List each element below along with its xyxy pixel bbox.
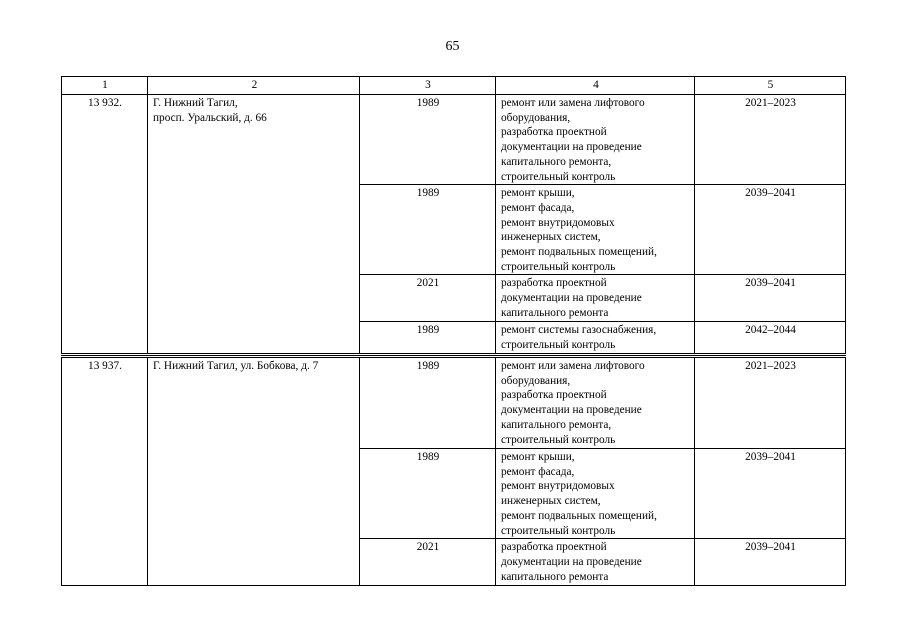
address-line: Г. Нижний Тагил, ул. Бобкова, д. 7 (153, 360, 319, 372)
work-line: оборудования, (501, 374, 571, 387)
work-line: ремонт крыши, (501, 187, 575, 200)
work-line: строительный контроль (501, 524, 616, 537)
work-line: документации на проведение (501, 141, 642, 154)
work-period: 2039–2041 (695, 449, 846, 539)
work-line: строительный контроль (501, 433, 616, 446)
work-line: строительный контроль (501, 260, 616, 273)
work-line: разработка проектной (501, 277, 607, 290)
record-table-13937 (61, 355, 846, 586)
build-year: 1989 (360, 449, 496, 539)
work-description (496, 322, 695, 354)
work-description (496, 539, 695, 586)
work-line: инженерных систем, (501, 495, 601, 508)
build-year: 1989 (360, 357, 496, 449)
build-year: 1989 (360, 95, 496, 185)
work-line: капитального ремонта, (501, 155, 612, 168)
work-line: ремонт внутридомовых (501, 216, 615, 229)
build-year: 1989 (360, 185, 496, 275)
work-line: ремонт фасада, (501, 201, 575, 214)
work-period: 2039–2041 (695, 275, 846, 322)
work-description (496, 449, 695, 539)
work-description (496, 357, 695, 449)
column-header-5: 5 (695, 77, 846, 95)
work-description (496, 275, 695, 322)
column-header-2: 2 (148, 77, 360, 95)
work-description (496, 95, 695, 185)
work-line: капитального ремонта (501, 306, 609, 319)
work-line: ремонт фасада, (501, 465, 575, 478)
build-year: 2021 (360, 275, 496, 322)
work-period: 2039–2041 (695, 185, 846, 275)
work-line: ремонт или замена лифтового (501, 97, 645, 109)
work-line: оборудования, (501, 111, 571, 124)
work-line: документации на проведение (501, 404, 642, 417)
work-line: ремонт или замена лифтового (501, 360, 645, 372)
work-period: 2042–2044 (695, 322, 846, 354)
table-row (62, 357, 846, 449)
record-number: 13 932. (62, 95, 148, 354)
work-line: капитального ремонта (501, 570, 609, 583)
work-line: ремонт крыши, (501, 451, 575, 463)
work-line: разработка проектной (501, 541, 607, 554)
column-header-1: 1 (62, 77, 148, 95)
work-line: ремонт подвальных помещений, (501, 509, 657, 522)
table-row (62, 95, 846, 185)
address-line: Г. Нижний Тагил, (153, 97, 238, 109)
work-line: разработка проектной (501, 389, 607, 402)
table-header (61, 76, 846, 95)
column-header-4: 4 (496, 77, 695, 95)
address-line: просп. Уральский, д. 66 (153, 111, 267, 124)
build-year: 2021 (360, 539, 496, 586)
work-line: ремонт внутридомовых (501, 480, 615, 493)
build-year: 1989 (360, 322, 496, 354)
record-address (148, 357, 360, 586)
record-address (148, 95, 360, 354)
work-line: капитального ремонта, (501, 418, 612, 431)
work-line: разработка проектной (501, 126, 607, 139)
work-line: документации на проведение (501, 292, 642, 305)
record-number: 13 937. (62, 357, 148, 586)
work-line: ремонт подвальных помещений, (501, 246, 657, 259)
work-line: строительный контроль (501, 170, 616, 183)
work-description (496, 185, 695, 275)
header-row (62, 77, 846, 95)
record-table-13932 (61, 94, 846, 354)
page-number: 65 (445, 39, 460, 54)
column-header-3: 3 (360, 77, 496, 95)
work-line: документации на проведение (501, 555, 642, 568)
work-period: 2021–2023 (695, 95, 846, 185)
work-line: строительный контроль (501, 339, 616, 352)
work-line: инженерных систем, (501, 231, 601, 244)
work-line: ремонт системы газоснабжения, (501, 324, 657, 337)
work-period: 2039–2041 (695, 539, 846, 586)
work-period: 2021–2023 (695, 357, 846, 449)
